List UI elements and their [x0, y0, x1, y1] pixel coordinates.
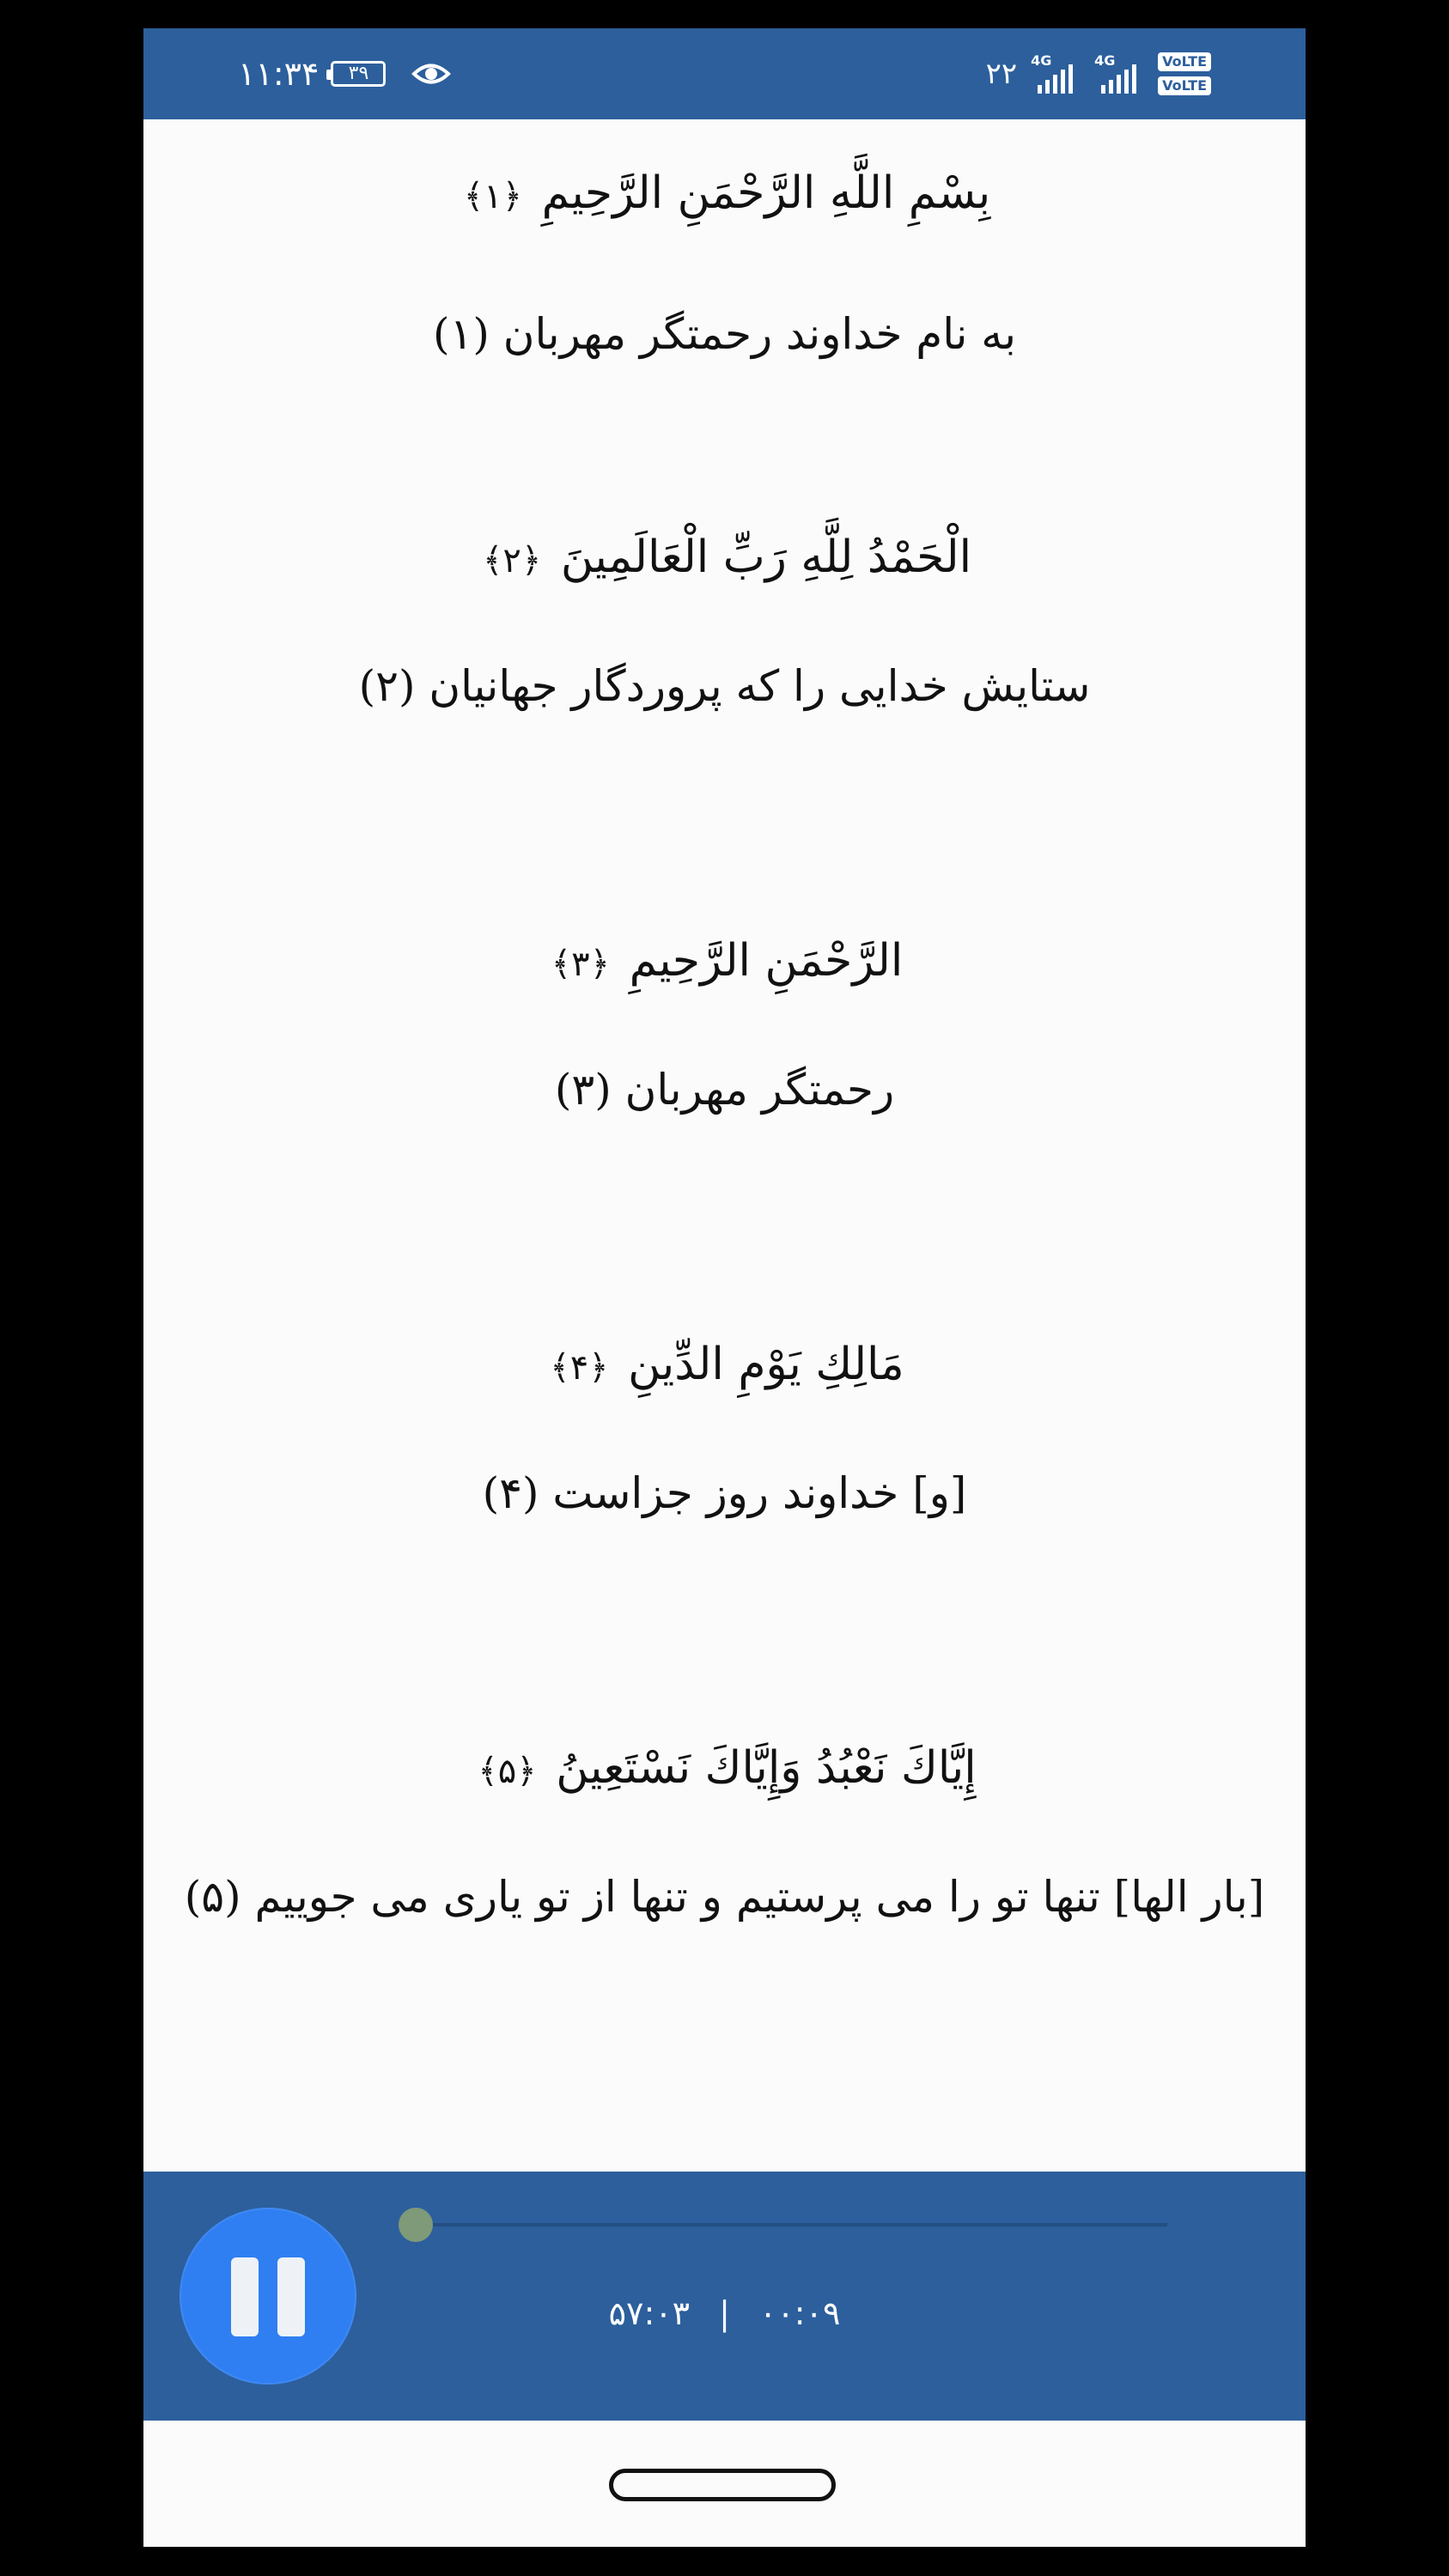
seek-bar[interactable]: [411, 2223, 1167, 2227]
time-display: [143, 2292, 1306, 2335]
battery-level: ۳۹: [348, 63, 369, 84]
ayah-number-mark: ﴿۲﴾: [482, 541, 542, 580]
navigation-bar: [143, 2421, 1306, 2547]
status-bar: [143, 28, 1306, 119]
verse-arabic: [143, 1330, 1306, 1402]
verse-arabic-text: بِسْمِ اللَّهِ الرَّحْمَنِ الرَّحِيمِ: [541, 167, 991, 219]
battery-icon: [331, 61, 386, 87]
verse-arabic: [143, 927, 1306, 999]
ayah-number-mark: ﴿۵﴾: [478, 1752, 537, 1791]
signal-icon: [1094, 54, 1144, 94]
volte-badge: [1158, 52, 1211, 95]
verse-translation: ستايش خدايی را كه پروردگار جهانيان (۲): [358, 661, 1091, 711]
verse-arabic-text: إِيَّاكَ نَعْبُدُ وَإِيَّاكَ نَسْتَعِينُ: [556, 1742, 977, 1794]
signal-tag: 4G: [1094, 52, 1116, 69]
clock: ۱۱:۳۴: [238, 55, 320, 93]
seek-thumb[interactable]: [399, 2208, 433, 2242]
signal-tag: 4G: [1031, 52, 1052, 69]
total-time: ۵۷:۰۳: [608, 2294, 691, 2332]
verse-arabic-text: الرَّحْمَنِ الرَّحِيمِ: [629, 935, 904, 987]
verse-translation: [و] خداوند روز جزاست (۴): [482, 1468, 967, 1518]
volte-badge-1: VoLTE: [1158, 52, 1211, 71]
time-separator: |: [719, 2294, 730, 2332]
verse-arabic: [143, 159, 1306, 231]
ayah-number-mark: ﴿۱﴾: [463, 177, 523, 216]
verse-arabic-text: مَالِكِ يَوْمِ الدِّينِ: [628, 1339, 904, 1390]
volte-badge-2: VoLTE: [1158, 76, 1211, 95]
home-gesture-pill[interactable]: [609, 2469, 836, 2501]
eye-icon: [411, 59, 451, 88]
verse-translation: رحمتگر مهربان (۳): [554, 1065, 895, 1115]
status-number: ۲۲: [985, 57, 1018, 91]
verse-arabic: [143, 1734, 1306, 1806]
verse-translation: [بار الها] تنها تو را می پرستيم و تنها از تو ياری می جوييم (۵): [184, 1872, 1265, 1922]
signal-icon: [1031, 54, 1081, 94]
audio-player: [143, 2172, 1306, 2421]
ayah-number-mark: ﴿۴﴾: [550, 1348, 609, 1388]
verse-translation: به نام خداوند رحمتگر مهربان (۱): [432, 309, 1017, 359]
elapsed-time: ۰۰:۰۹: [758, 2294, 841, 2332]
verse-arabic-text: الْحَمْدُ لِلَّهِ رَبِّ الْعَالَمِينَ: [560, 532, 972, 583]
verse-arabic: [143, 523, 1306, 595]
status-right: [986, 46, 1211, 102]
phone-screen: [143, 28, 1306, 2547]
ayah-number-mark: ﴿۳﴾: [551, 945, 611, 984]
status-left: [238, 52, 451, 95]
